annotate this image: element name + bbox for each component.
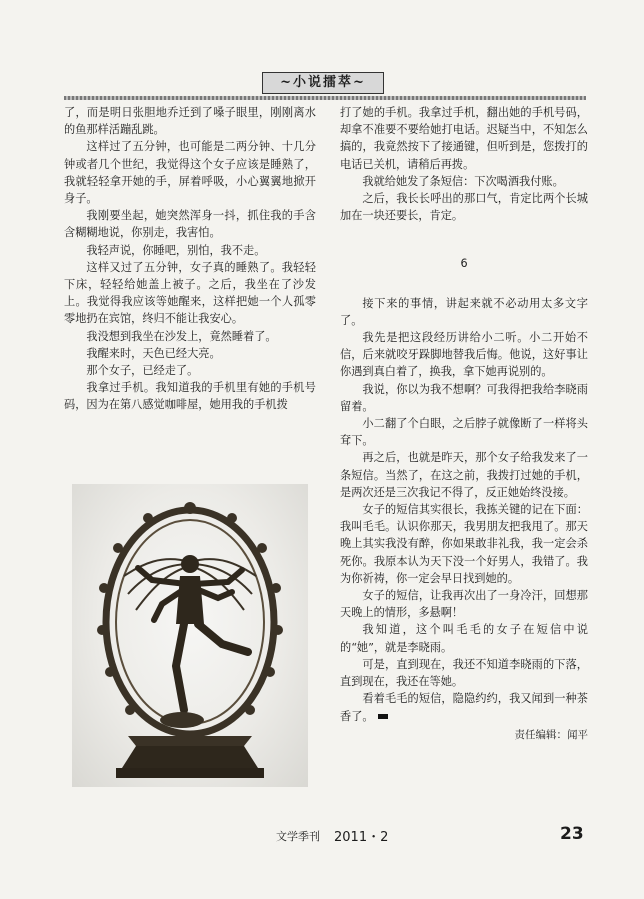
paragraph: 我轻声说，你睡吧，别怕，我不走。 [86,243,266,257]
final-paragraph [340,690,588,724]
page-number: 23 [560,824,584,844]
paragraph: 女子的短信其实很长，我拣关键的记在下面：我叫毛毛。认识你那天，我男朋友把我甩了。那天晚上其实我没有醉，你如果敢非礼我，我一定会杀死你。我原本认为天下没一个好男人，我错了。我为你祈祷，你一定会早日找到她的。 [340,503,588,585]
shiva-nataraja-statue-photo [72,484,308,787]
page-footer [0,826,644,846]
section-title-banner: ~小说擂萃~ [262,72,384,94]
statue-illustration [72,484,308,787]
header-rule [64,96,586,100]
paragraph: 可是，直到现在，我还不知道李晓雨的下落，直到现在，我还在等她。 [340,657,588,689]
section-number: 6 [460,257,468,271]
paragraph: 之后，我长长呼出的那口气，肯定比两个长城加在一块还要长，肯定。 [340,192,588,223]
paragraph: 女子的短信，让我再次出了一身冷汗，回想那天晚上的情形，多悬啊！ [340,589,588,620]
paragraph: 我就给她发了条短信：下次喝酒我付账。 [362,174,564,188]
paragraph: 我醒来时，天色已经大亮。 [86,346,221,360]
editor-credit: 责任编辑：闻平 [514,728,588,741]
paragraph: 我先是把这段经历讲给小二听。小二开始不信，后来就咬牙跺脚地替我后悔。他说，这好事让你遇到真白着了，换我，拿下她再说别的。 [340,331,588,379]
paragraph: 我知道，这个叫毛毛的女子在短信中说的“她”，就是李晓雨。 [340,623,588,654]
paragraph-text: 看着毛毛的短信，隐隐约约，我又闻到一种茶香了。 [340,692,588,723]
paragraph: 打了她的手机。我拿过手机，翻出她的手机号码，却拿不准要不要给她打电话。迟疑当中，不知怎么搞的，我竟然按下了接通键，但听到是，您拨打的电话已关机，请稍后再拨。 [340,106,588,171]
paragraph: 再之后，也就是昨天，那个女子给我发来了一条短信。当然了，在这之前，我拨打过她的手机，是两次还是三次我记不得了，反正她始终没接。 [340,451,588,499]
paragraph: 我拿过手机。我知道我的手机里有她的手机号码，因为在第八感觉咖啡屋，她用我的手机拨 [64,381,316,412]
paragraph: 这样过了五分钟，也可能是二两分钟、十几分钟或者几个世纪，我觉得这个女子应该是睡熟了，我就轻轻拿开她的手，屏着呼吸，小心翼翼地掀开身子。 [64,140,316,206]
paragraph: 我没想到我坐在沙发上，竟然睡着了。 [86,329,277,343]
end-mark-icon [378,714,388,719]
paragraph: 了，而是明日张胆地乔迁到了嗓子眼里，刚刚离水的鱼那样活蹦乱跳。 [64,106,316,137]
issue-number: 2011・2 [334,830,389,845]
paragraph: 我说，你以为我不想啊？可我得把我给李晓雨留着。 [340,382,588,413]
paragraph: 接下来的事情，讲起来就不必动用太多文字了。 [340,296,588,327]
left-text-column [64,104,316,414]
paragraph: 这样又过了五分钟，女子真的睡熟了。我轻轻下床，轻轻给她盖上被子。之后，我坐在了沙发上。我觉得我应该等她醒来，这样把她一个人孤零零地扔在宾馆，终归不能让我安心。 [64,260,316,326]
paragraph: 那个女子，已经走了。 [86,364,199,378]
right-text-column [340,104,588,744]
paragraph: 小二翻了个白眼，之后脖子就像断了一样将头耷下。 [340,417,588,448]
paragraph: 我刚要坐起，她突然浑身一抖，抓住我的手含含糊糊地说，你别走，我害怕。 [64,209,316,240]
journal-name: 文学季刊 [276,830,320,843]
